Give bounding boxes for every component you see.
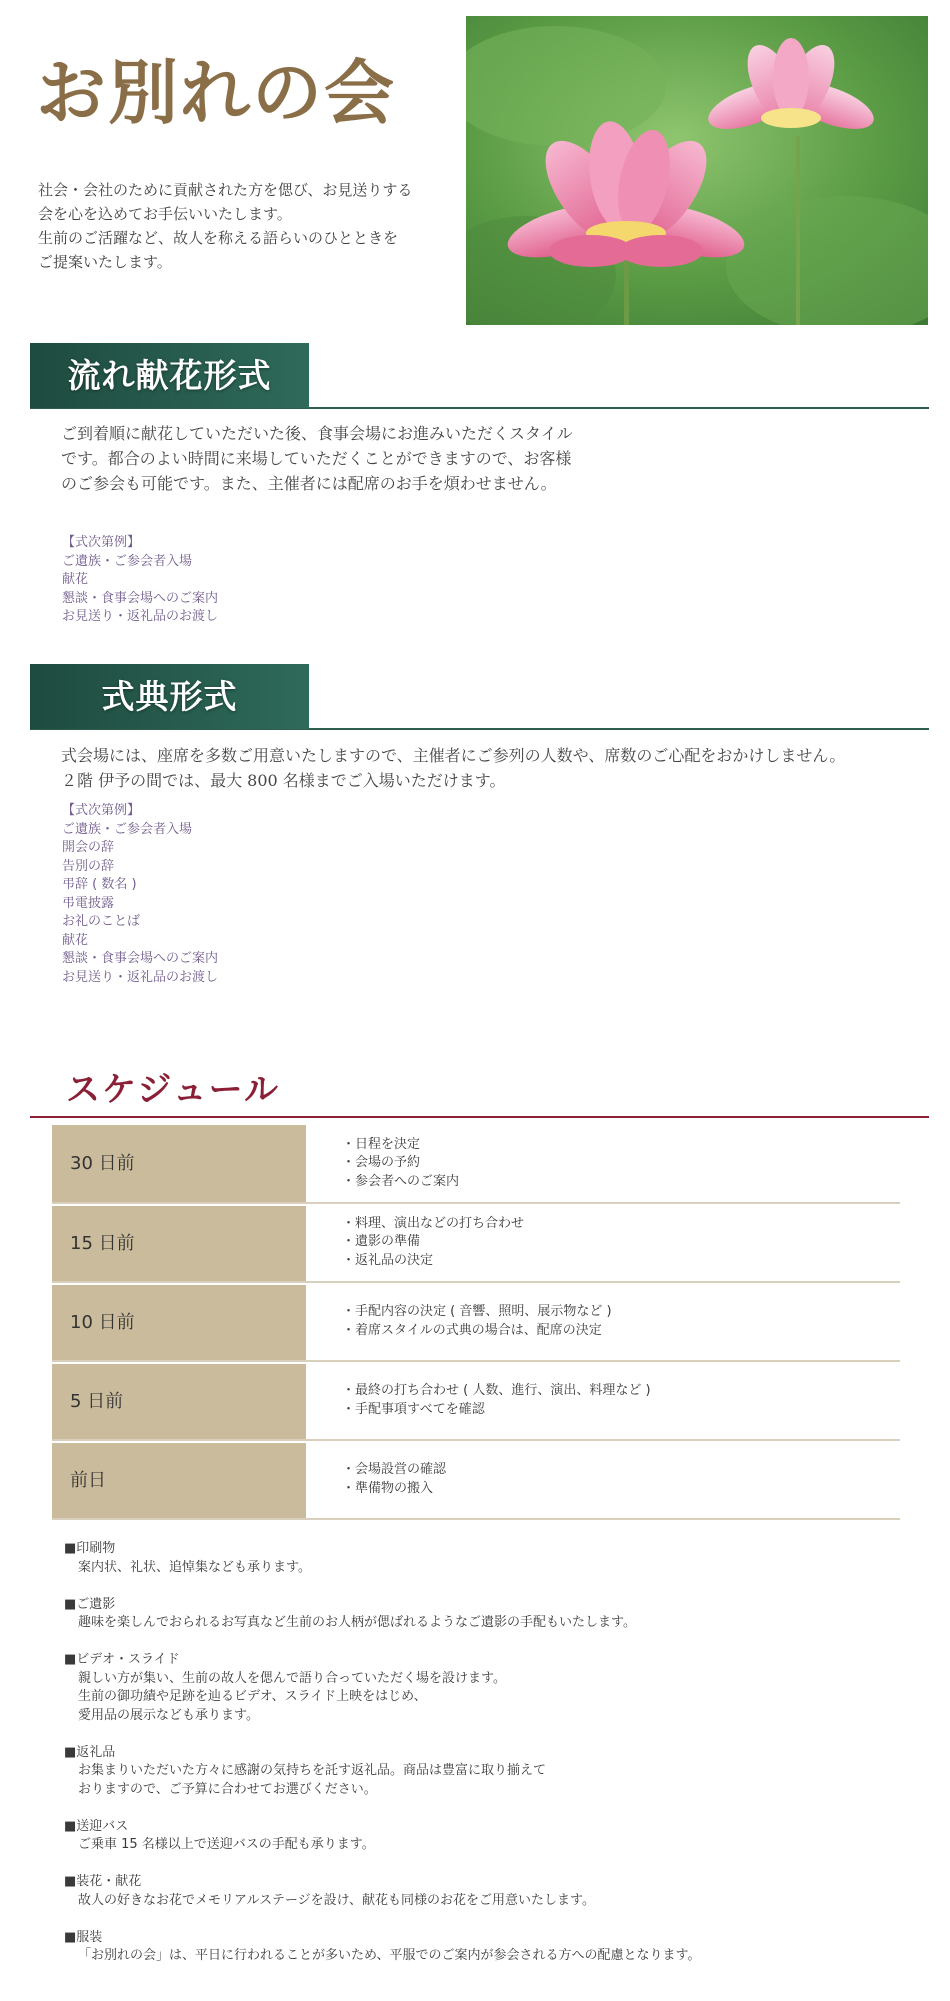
flower-style-description (61, 421, 573, 496)
service-text: 愛用品の展示なども承ります。 (78, 1707, 259, 1723)
schedule-table (52, 1125, 900, 1520)
schedule-task: ・最終の打ち合わせ ( 人数、進行、演出、料理など ) (342, 1383, 651, 1398)
service-item (64, 1540, 904, 1577)
order-item: ご遺族・ご参会者入場 (62, 821, 193, 837)
service-item (64, 1744, 904, 1800)
description-line: ２階 伊予の間では、最大 800 名様までご入場いただけます。 (61, 771, 506, 790)
section-heading-text: 式典形式 (101, 677, 238, 716)
schedule-heading-text: スケジュール (66, 1070, 280, 1110)
schedule-day: 5 日前 (52, 1364, 306, 1439)
service-text: 「お別れの会」は、平日に行われることが多いため、平服でのご案内が参会される方への配慮となります。 (78, 1948, 701, 1963)
description-line: ご到着順に献花していただいた後、食事会場にお進みいただくスタイル (61, 424, 573, 443)
order-item: 告別の辞 (62, 858, 115, 874)
schedule-task: ・会場設営の確認 (342, 1462, 447, 1477)
order-item: お礼のことば (62, 914, 141, 929)
service-title: ■ビデオ・スライド (64, 1652, 180, 1667)
schedule-row (52, 1283, 900, 1362)
schedule-day: 30 日前 (52, 1125, 306, 1202)
lotus-illustration (466, 16, 928, 325)
schedule-task: ・会場の予約 (342, 1155, 421, 1171)
schedule-row (52, 1125, 900, 1204)
service-text: 生前の御功績や足跡を辿るビデオ、スライド上映をはじめ、 (78, 1689, 427, 1704)
schedule-row (52, 1362, 900, 1441)
schedule-task: ・参会者へのご案内 (342, 1173, 460, 1189)
schedule-day: 前日 (52, 1443, 306, 1518)
flower-style-order-list (62, 534, 218, 627)
service-item (64, 1873, 904, 1910)
order-item: お見送り・返礼品のお渡し (62, 969, 219, 985)
schedule-task: ・手配内容の決定 ( 音響、照明、展示物など ) (342, 1304, 612, 1319)
schedule-day: 10 日前 (52, 1285, 306, 1360)
order-item: 【式次第例】 (62, 535, 141, 550)
schedule-row (52, 1204, 900, 1283)
order-item: 献花 (62, 572, 89, 587)
schedule-tasks (342, 1362, 651, 1439)
schedule-heading (30, 1054, 929, 1118)
order-item: 献花 (62, 932, 89, 948)
ceremony-style-description (61, 743, 845, 793)
order-item: 懇談・食事会場へのご案内 (62, 951, 219, 966)
section-heading-ceremony (30, 664, 929, 730)
order-item: お見送り・返礼品のお渡し (62, 609, 219, 624)
service-title: ■ご遺影 (64, 1596, 116, 1612)
schedule-row (52, 1441, 900, 1520)
service-text: 親しい方が集い、生前の故人を偲んで語り合っていただく場を設けます。 (78, 1670, 506, 1686)
schedule-day: 15 日前 (52, 1206, 306, 1281)
service-list (64, 1540, 904, 1984)
schedule-tasks (342, 1283, 612, 1360)
section-heading-text: 流れ献花形式 (67, 356, 272, 395)
service-text: 故人の好きなお花でメモリアルステージを設け、献花も同様のお花をご用意いたします。 (78, 1892, 596, 1908)
intro-line: ご提案いたします。 (38, 253, 172, 271)
service-title: ■印刷物 (64, 1541, 116, 1556)
schedule-task: ・返礼品の決定 (342, 1252, 434, 1268)
service-item (64, 1818, 904, 1855)
order-item: 弔辞 ( 数名 ) (62, 877, 137, 892)
service-text: ご乗車 15 名様以上で送迎バスの手配も承ります。 (78, 1837, 375, 1852)
description-line: 式会場には、座席を多数ご用意いたしますので、主催者にご参列の人数や、席数のご心配をおかけしません。 (61, 746, 846, 765)
service-text: お集まりいただいた方々に感謝の気持ちを託す返礼品。商品は豊富に取り揃えて (78, 1763, 547, 1778)
service-title: ■装花・献花 (64, 1874, 142, 1889)
service-text: 案内状、礼状、追悼集なども承ります。 (78, 1559, 311, 1575)
service-item (64, 1596, 904, 1633)
service-text: おりますので、ご予算に合わせてお選びください。 (78, 1781, 377, 1797)
service-text: 趣味を楽しんでおられるお写真など生前のお人柄が偲ばれるようなご遺影の手配もいたします。 (78, 1615, 636, 1630)
section-heading-flower (30, 343, 929, 409)
service-item (64, 1929, 904, 1966)
order-item: 懇談・食事会場へのご案内 (62, 590, 219, 606)
intro-text (38, 178, 438, 274)
schedule-tasks (342, 1204, 524, 1281)
service-title: ■返礼品 (64, 1744, 116, 1760)
service-item (64, 1651, 904, 1725)
service-title: ■送迎バス (64, 1818, 129, 1834)
schedule-task: ・料理、演出などの打ち合わせ (342, 1215, 525, 1231)
schedule-task: ・手配事項すべてを確認 (342, 1401, 485, 1417)
description-line: のご参会も可能です。また、主催者には配席のお手を煩わせません。 (61, 474, 557, 493)
schedule-task: ・遺影の準備 (342, 1234, 421, 1250)
schedule-tasks (342, 1441, 446, 1518)
order-item: 【式次第例】 (62, 803, 141, 818)
intro-line: 会を心を込めてお手伝いいたします。 (38, 205, 292, 223)
ceremony-style-order-list (62, 802, 218, 987)
intro-line: 社会・会社のために貢献された方を偲び、お見送りする (38, 181, 413, 199)
page-title: お別れの会 (36, 51, 396, 134)
order-item: ご遺族・ご参会者入場 (62, 553, 193, 569)
description-line: です。都合のよい時間に来場していただくことができますので、お客様 (61, 449, 572, 468)
lotus-photo (466, 16, 928, 325)
schedule-task: ・日程を決定 (342, 1136, 421, 1152)
service-title: ■服装 (64, 1929, 103, 1945)
schedule-tasks (342, 1125, 459, 1202)
order-item: 弔電披露 (62, 895, 115, 911)
intro-line: 生前のご活躍など、故人を称える語らいのひとときを (38, 229, 399, 247)
schedule-task: ・着席スタイルの式典の場合は、配席の決定 (342, 1322, 602, 1338)
schedule-task: ・準備物の搬入 (342, 1480, 434, 1496)
order-item: 開会の辞 (62, 840, 115, 855)
